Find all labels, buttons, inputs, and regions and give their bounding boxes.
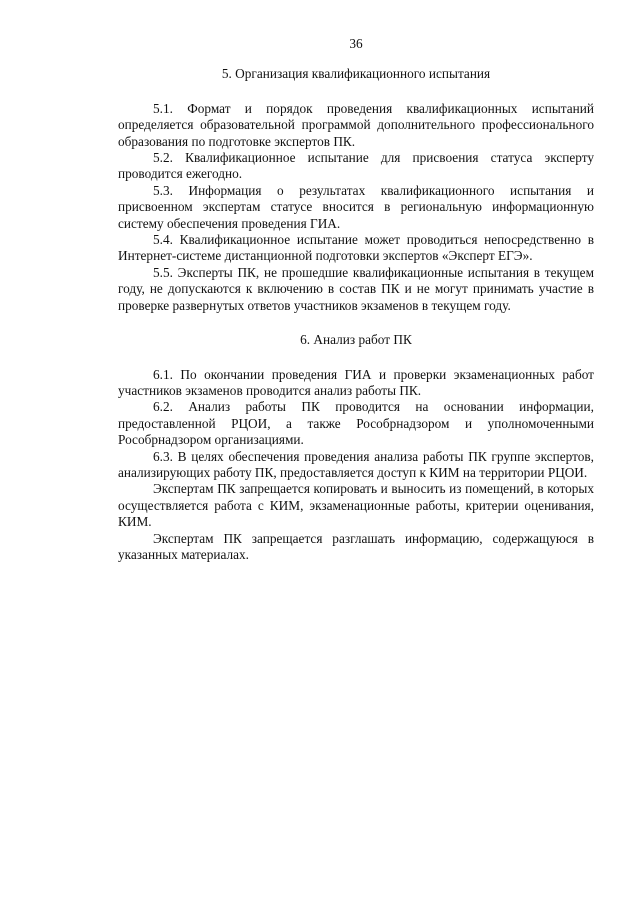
- paragraph-5-5: 5.5. Эксперты ПК, не прошедшие квалификационные испытания в текущем году, не допускаются к включению в состав ПК и не могут принимать участие в проверке развернутых ответов участников экзаменов в текущем году.: [118, 264, 594, 313]
- section-6-title: 6. Анализ работ ПК: [300, 332, 412, 348]
- paragraph-6-2: 6.2. Анализ работы ПК проводится на основании информации, предоставленной РЦОИ, а также Рособрнадзором и уполномоченными Рособрнадзором организациями.: [118, 399, 594, 448]
- paragraph-5-4: 5.4. Квалификационное испытание может проводиться непосредственно в Интернет-системе дистанционной подготовки экспертов «Эксперт ЕГЭ».: [118, 232, 594, 264]
- paragraph-5-1: 5.1. Формат и порядок проведения квалификационных испытаний определяется образовательной программой дополнительного профессионального образования по подготовке экспертов ПК.: [118, 100, 594, 149]
- paragraph-6-disclosure-ban: Экспертам ПК запрещается разглашать информацию, содержащуюся в указанных материалах.: [118, 530, 594, 562]
- section-5-title: 5. Организация квалификационного испытания: [221, 66, 491, 82]
- paragraph-5-2: 5.2. Квалификационное испытание для присвоения статуса эксперту проводится ежегодно.: [118, 150, 594, 182]
- section-5: [118, 66, 594, 314]
- section-6: [118, 332, 594, 563]
- paragraph-6-1: 6.1. По окончании проведения ГИА и проверки экзаменационных работ участников экзаменов проводится анализ работы ПК.: [118, 366, 594, 398]
- page-number: 36: [349, 36, 363, 51]
- paragraph-6-3: 6.3. В целях обеспечения проведения анализа работы ПК группе экспертов, анализирующих работу ПК, предоставляется доступ к КИМ на территории РЦОИ.: [118, 448, 594, 480]
- paragraph-5-3: 5.3. Информация о результатах квалификационного испытания и присвоенном экспертам статусе вносится в региональную информационную систему обеспечения проведения ГИА.: [118, 182, 594, 231]
- paragraph-6-copy-ban: Экспертам ПК запрещается копировать и выносить из помещений, в которых осуществляется работа с КИМ, экзаменационные работы, критерии оценивания, КИМ.: [118, 481, 594, 530]
